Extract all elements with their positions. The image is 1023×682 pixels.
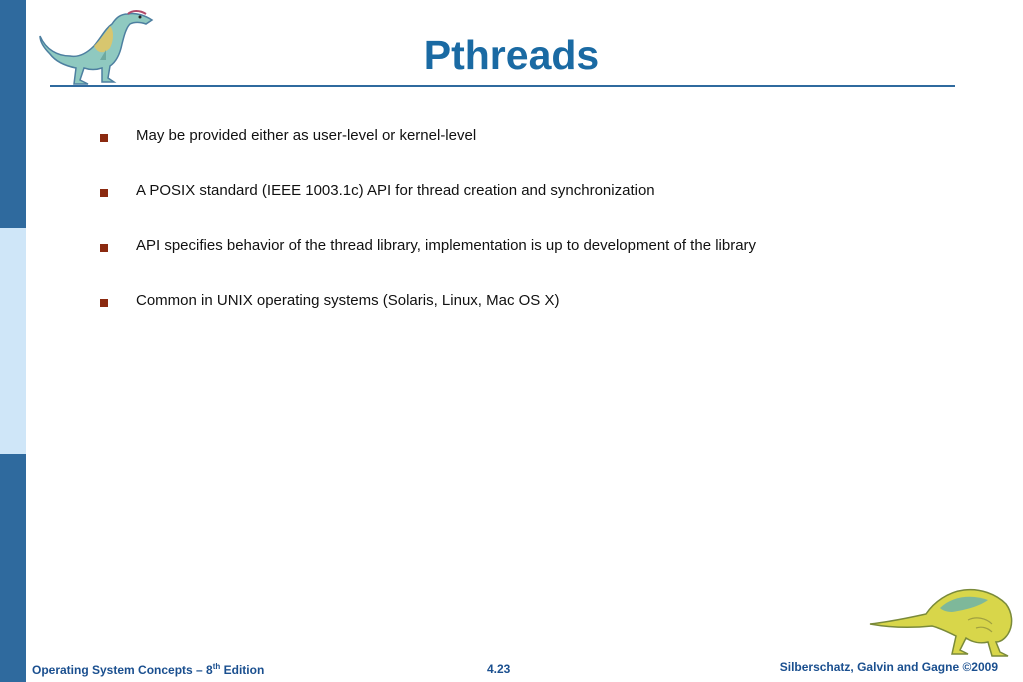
sidebar-middle-band bbox=[0, 228, 26, 454]
bullet-text: May be provided either as user-level or kernel-level bbox=[136, 127, 477, 144]
bullet-text: A POSIX standard (IEEE 1003.1c) API for thread creation and synchronization bbox=[136, 182, 655, 199]
list-item bbox=[100, 125, 980, 180]
slide-title: Pthreads bbox=[423, 32, 600, 78]
square-bullet-icon bbox=[100, 244, 108, 252]
bullet-text: API specifies behavior of the thread library, implementation is up to development of the library bbox=[136, 237, 757, 254]
dinosaur-crouching-icon bbox=[868, 584, 1018, 658]
footer-page-number: 4.23 bbox=[487, 662, 511, 676]
footer-book-title-text: Operating System Concepts – 8 bbox=[32, 663, 213, 677]
square-bullet-icon bbox=[100, 189, 108, 197]
bullet-list bbox=[100, 125, 980, 345]
list-item bbox=[100, 180, 980, 235]
list-item bbox=[100, 290, 980, 345]
footer-book-title bbox=[32, 662, 264, 677]
square-bullet-icon bbox=[100, 134, 108, 142]
footer-authors: Silberschatz, Galvin and Gagne ©2009 bbox=[779, 660, 998, 674]
footer-superscript: th bbox=[212, 662, 221, 671]
list-item bbox=[100, 235, 980, 290]
left-sidebar bbox=[0, 0, 26, 682]
footer-edition-text: Edition bbox=[220, 663, 265, 677]
square-bullet-icon bbox=[100, 299, 108, 307]
sidebar-bottom-band bbox=[0, 454, 26, 682]
title-underline bbox=[50, 85, 955, 87]
bullet-text: Common in UNIX operating systems (Solaris, Linux, Mac OS X) bbox=[136, 292, 560, 309]
